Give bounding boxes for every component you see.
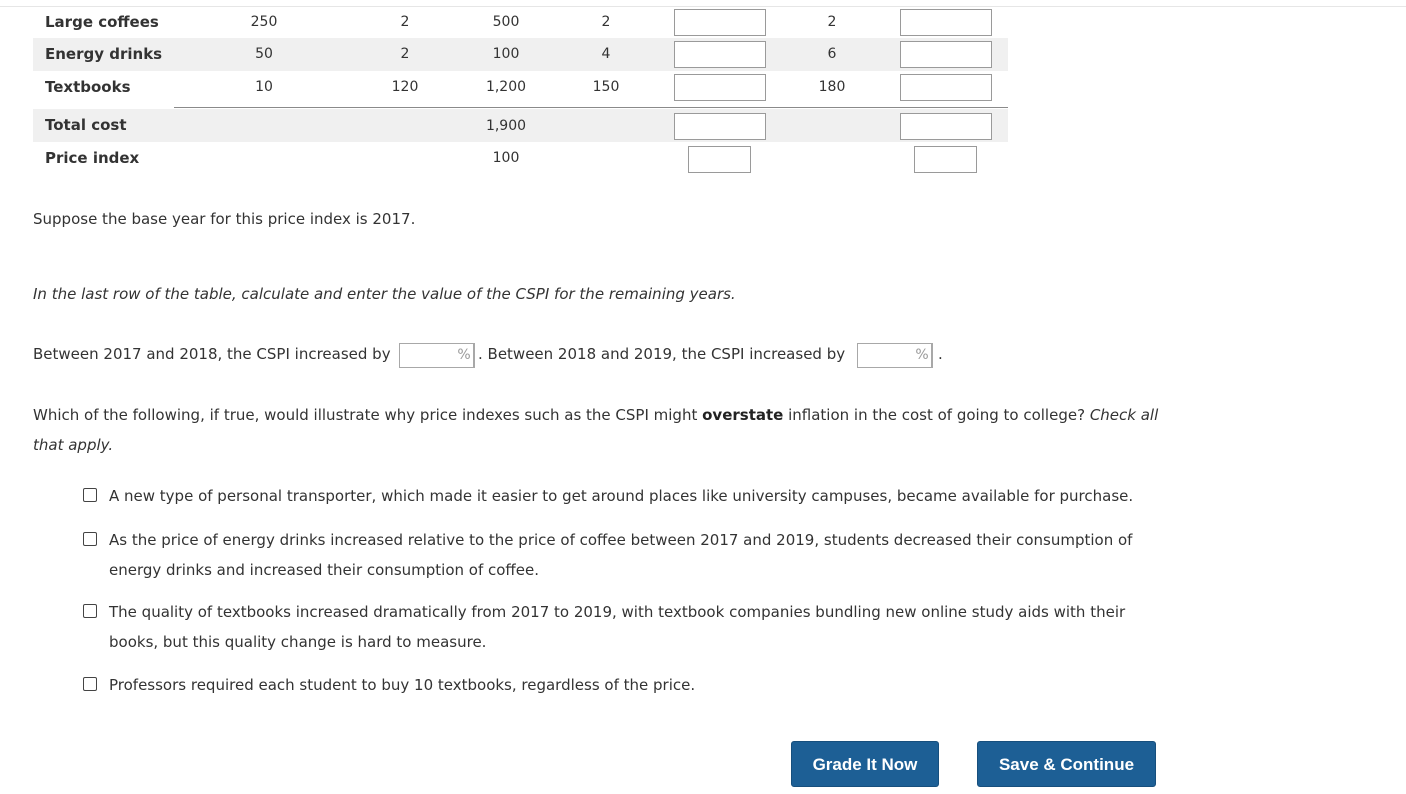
energy-cost-2018-input[interactable]	[674, 41, 766, 68]
cell-energy-quantity: 50	[255, 46, 273, 62]
cell-textbook-price-2018: 150	[592, 79, 620, 95]
option-3-checkbox[interactable]	[83, 604, 97, 618]
base-year-text: Suppose the base year for this price index is 2017.	[33, 210, 416, 228]
option-4-label[interactable]: Professors required each student to buy 10 textbooks, regardless of the price.	[109, 676, 696, 694]
cell-coffee-quantity: 250	[250, 14, 278, 30]
cell-energy-cost-2017: 100	[492, 46, 520, 62]
textbook-cost-2019-input[interactable]	[900, 74, 992, 101]
option-2-checkbox[interactable]	[83, 532, 97, 546]
row-label-energy-drinks: Energy drinks	[45, 45, 163, 63]
grade-it-now-button[interactable]: Grade It Now	[791, 741, 939, 787]
save-continue-button[interactable]: Save & Continue	[977, 741, 1156, 787]
between-2018-2019-text: . Between 2018 and 2019, the CSPI increased by	[478, 345, 846, 363]
percent-unit-2: %	[913, 343, 932, 368]
row-label-price-index: Price index	[45, 149, 140, 167]
top-divider	[0, 6, 1406, 7]
question-text	[33, 400, 1183, 460]
question-text-b: inflation in the cost of going to college?	[783, 406, 1090, 424]
percent-unit-1: %	[455, 343, 474, 368]
cell-textbook-quantity: 10	[255, 79, 273, 95]
cell-energy-price-2019: 6	[827, 46, 837, 62]
option-1-label[interactable]: A new type of personal transporter, which made it easier to get around places like university campuses, became available for purchase.	[109, 487, 1134, 505]
cell-price-index-2017: 100	[492, 150, 520, 166]
row-label-textbooks: Textbooks	[45, 78, 131, 96]
sentence-period: .	[938, 345, 943, 363]
cell-textbook-price-2019: 180	[818, 79, 846, 95]
cell-textbook-cost-2017: 1,200	[485, 79, 527, 95]
price-index-2018-input[interactable]	[688, 146, 751, 173]
question-text-a: Which of the following, if true, would illustrate why price indexes such as the CSPI might	[33, 406, 703, 424]
option-2-label[interactable]: As the price of energy drinks increased relative to the price of coffee between 2017 and 2019, students decreased their consumption of energy drinks and increased their consumption of coffee.	[109, 531, 1133, 579]
cell-textbook-price-2017: 120	[391, 79, 419, 95]
cell-energy-price-2018: 4	[601, 46, 611, 62]
cell-total-cost-2017: 1,900	[485, 118, 527, 134]
between-2017-2018-text: Between 2017 and 2018, the CSPI increased by	[33, 345, 391, 363]
sum-line	[174, 107, 1008, 108]
option-3-label[interactable]: The quality of textbooks increased dramatically from 2017 to 2019, with textbook companies bundling new online study aids with their books, but this quality change is hard to measure.	[109, 603, 1126, 651]
option-4-checkbox[interactable]	[83, 677, 97, 691]
price-index-2019-input[interactable]	[914, 146, 977, 173]
row-label-total-cost: Total cost	[45, 116, 127, 134]
row-label-large-coffees: Large coffees	[45, 13, 159, 31]
total-cost-2019-input[interactable]	[900, 113, 992, 140]
total-cost-2018-input[interactable]	[674, 113, 766, 140]
cell-coffee-cost-2017: 500	[492, 14, 520, 30]
cell-coffee-price-2018: 2	[601, 14, 611, 30]
cell-coffee-price-2019: 2	[827, 14, 837, 30]
energy-cost-2019-input[interactable]	[900, 41, 992, 68]
instruction-text: In the last row of the table, calculate and enter the value of the CSPI for the remaining years.	[33, 285, 736, 303]
textbook-cost-2018-input[interactable]	[674, 74, 766, 101]
question-check-all: Check all that apply.	[33, 406, 1159, 454]
cell-coffee-price-2017: 2	[400, 14, 410, 30]
coffee-cost-2019-input[interactable]	[900, 9, 992, 36]
coffee-cost-2018-input[interactable]	[674, 9, 766, 36]
question-bold-word: overstate	[702, 406, 784, 424]
cell-energy-price-2017: 2	[400, 46, 410, 62]
option-1-checkbox[interactable]	[83, 488, 97, 502]
